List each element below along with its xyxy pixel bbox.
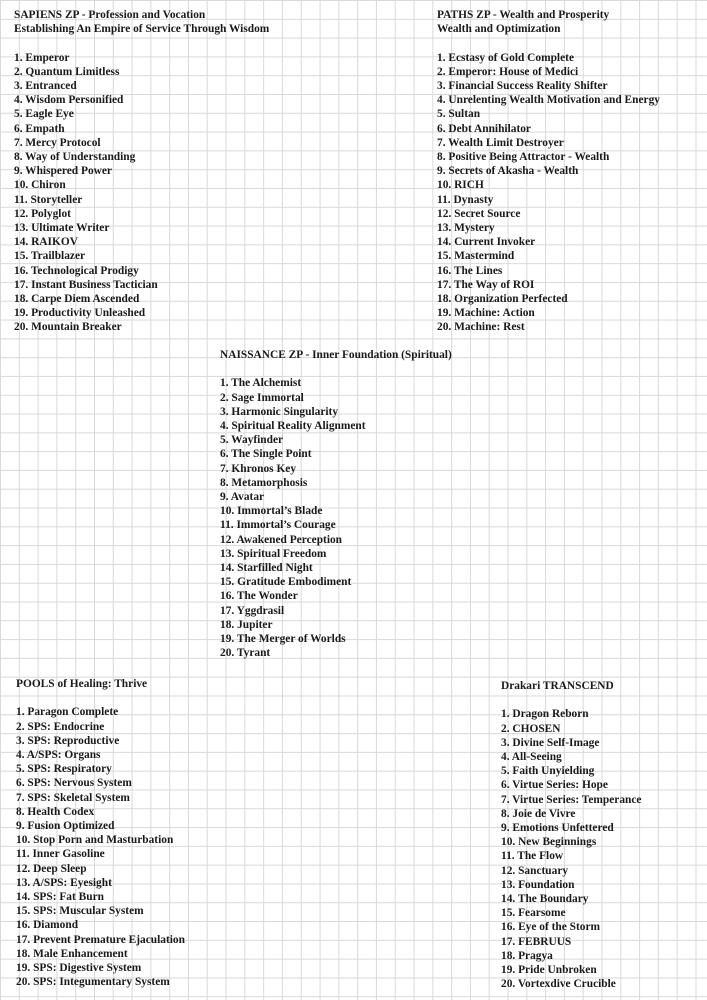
list-item: 8. Health Codex	[16, 805, 95, 818]
list-item: 11. Dynasty	[437, 193, 494, 206]
list-item: 3. Entranced	[14, 80, 77, 92]
list-item: 20. SPS: Integumentary System	[16, 976, 170, 989]
list-item: 2. CHOSEN	[501, 722, 561, 735]
list-item: 14. RAIKOV	[14, 236, 78, 249]
list-item: 2. SPS: Endocrine	[16, 720, 105, 733]
list-item: 3. Divine Self-Image	[501, 736, 600, 749]
paths-subtitle: Wealth and Optimization	[437, 23, 561, 36]
list-item: 12. Sanctuary	[501, 864, 569, 877]
list-item: 7. Wealth Limit Destroyer	[437, 136, 564, 149]
list-item: 2. Sage Immortal	[220, 391, 304, 404]
list-item: 11. The Flow	[501, 850, 564, 863]
list-item: 15. Fearsome	[501, 907, 566, 920]
list-item: 17. Prevent Premature Ejaculation	[16, 933, 185, 946]
list-item: 16. Technological Prodigy	[14, 264, 139, 277]
list-item: 2. Emperor: House of Medici	[437, 65, 579, 78]
list-item: 14. The Boundary	[501, 893, 589, 906]
list-item: 11. Inner Gasoline	[16, 848, 105, 861]
list-item: 8. Joie de Vivre	[501, 807, 576, 820]
drakari-title: Drakari TRANSCEND	[501, 680, 614, 692]
naissance-section	[220, 348, 452, 660]
paths-section	[437, 8, 660, 335]
list-item: 4. All-Seeing	[501, 751, 562, 763]
list-item: 18. Carpe Diem Ascended	[14, 293, 140, 306]
list-item: 15. Mastermind	[437, 250, 515, 263]
list-item: 1. Dragon Reborn	[501, 708, 589, 721]
drakari-list	[501, 707, 641, 991]
list-item: 14. SPS: Fat Burn	[16, 891, 104, 904]
list-item: 10. Immortal’s Blade	[220, 505, 323, 518]
list-item: 17. The Way of ROI	[437, 278, 535, 291]
list-item: 5. Sultan	[437, 108, 481, 121]
list-item: 19. SPS: Digestive System	[16, 962, 142, 975]
list-item: 7. Khronos Key	[220, 462, 297, 475]
list-item: 4. Unrelenting Wealth Motivation and Energy	[437, 94, 660, 107]
list-item: 9. Whispered Power	[14, 165, 112, 178]
list-item: 19. Machine: Action	[437, 307, 535, 320]
list-item: 15. Gratitude Embodiment	[220, 576, 352, 589]
list-item: 3. SPS: Reproductive	[16, 734, 120, 747]
list-item: 10. Chiron	[14, 179, 66, 192]
list-item: 18. Male Enhancement	[16, 947, 128, 960]
list-item: 4. Wisdom Personified	[14, 94, 124, 107]
list-item: 19. The Merger of Worlds	[220, 633, 346, 646]
list-item: 1. Emperor	[14, 51, 70, 64]
list-item: 5. Wayfinder	[220, 434, 284, 447]
pools-list	[16, 705, 185, 989]
list-item: 10. New Beginnings	[501, 836, 597, 849]
list-item: 13. Spiritual Freedom	[220, 547, 327, 560]
list-item: 16. The Wonder	[220, 590, 298, 603]
paths-list	[437, 51, 660, 335]
list-item: 20. Machine: Rest	[437, 321, 525, 334]
sapiens-title: SAPIENS ZP - Profession and Vocation	[14, 9, 206, 21]
list-item: 6. SPS: Nervous System	[16, 777, 132, 790]
sapiens-section	[14, 8, 269, 335]
list-item: 15. SPS: Muscular System	[16, 905, 144, 918]
list-item: 12. Polyglot	[14, 207, 71, 220]
list-item: 12. Secret Source	[437, 207, 521, 220]
list-item: 13. Mystery	[437, 222, 495, 235]
list-item: 3. Financial Success Reality Shifter	[437, 80, 608, 92]
list-item: 1. The Alchemist	[220, 377, 302, 390]
list-item: 10. Stop Porn and Masturbation	[16, 834, 174, 847]
list-item: 7. SPS: Skeletal System	[16, 791, 130, 804]
drakari-section	[501, 679, 641, 991]
sapiens-subtitle: Establishing An Empire of Service Through Wisdom	[14, 23, 270, 36]
list-item: 20. Vortexdive Crucible	[501, 978, 616, 991]
list-item: 13. Foundation	[501, 878, 575, 891]
list-item: 3. Harmonic Singularity	[220, 405, 339, 418]
list-item: 13. A/SPS: Eyesight	[16, 876, 112, 889]
list-item: 6. Empath	[14, 122, 65, 135]
list-item: 8. Way of Understanding	[14, 151, 136, 164]
list-item: 16. The Lines	[437, 264, 503, 277]
paths-title: PATHS ZP - Wealth and Prosperity	[437, 9, 610, 21]
list-item: 16. Eye of the Storm	[501, 921, 601, 934]
list-item: 15. Trailblazer	[14, 250, 86, 263]
sapiens-list	[14, 51, 269, 335]
list-item: 8. Metamorphosis	[220, 476, 308, 489]
list-item: 4. A/SPS: Organs	[16, 749, 101, 761]
list-item: 6. The Single Point	[220, 448, 312, 461]
list-item: 14. Starfilled Night	[220, 562, 313, 575]
naissance-list	[220, 376, 452, 660]
pools-title: POOLS of Healing: Thrive	[16, 678, 148, 690]
naissance-title: NAISSANCE ZP - Inner Foundation (Spiritual)	[220, 349, 452, 361]
list-item: 13. Ultimate Writer	[14, 222, 110, 235]
list-item: 14. Current Invoker	[437, 236, 536, 249]
list-item: 10. RICH	[437, 179, 484, 192]
list-item: 9. Secrets of Akasha - Wealth	[437, 165, 579, 178]
list-item: 11. Immortal’s Courage	[220, 519, 336, 532]
list-item: 7. Virtue Series: Temperance	[501, 793, 642, 806]
list-item: 12. Deep Sleep	[16, 862, 87, 875]
list-item: 19. Productivity Unleashed	[14, 307, 146, 320]
list-item: 12. Awakened Perception	[220, 533, 343, 546]
list-item: 9. Avatar	[220, 491, 265, 504]
list-item: 18. Pragya	[501, 949, 553, 962]
list-item: 2. Quantum Limitless	[14, 65, 120, 78]
pools-section	[16, 677, 185, 989]
list-item: 18. Jupiter	[220, 618, 273, 631]
list-item: 20. Mountain Breaker	[14, 321, 122, 334]
list-item: 8. Positive Being Attractor - Wealth	[437, 151, 610, 164]
list-item: 17. FEBRUUS	[501, 935, 572, 948]
list-item: 17. Instant Business Tactician	[14, 278, 158, 291]
list-item: 19. Pride Unbroken	[501, 964, 597, 977]
list-item: 5. Eagle Eye	[14, 108, 74, 121]
list-item: 5. Faith Unyielding	[501, 765, 595, 778]
list-item: 16. Diamond	[16, 919, 79, 932]
list-item: 4. Spiritual Reality Alignment	[220, 420, 366, 432]
list-item: 9. Emotions Unfettered	[501, 822, 614, 835]
list-item: 9. Fusion Optimized	[16, 820, 115, 833]
list-item: 18. Organization Perfected	[437, 293, 568, 306]
list-item: 1. Ecstasy of Gold Complete	[437, 51, 574, 64]
list-item: 1. Paragon Complete	[16, 706, 119, 719]
list-item: 11. Storyteller	[14, 193, 83, 206]
list-item: 6. Virtue Series: Hope	[501, 779, 608, 792]
list-item: 6. Debt Annihilator	[437, 122, 531, 135]
list-item: 5. SPS: Respiratory	[16, 763, 112, 776]
list-item: 7. Mercy Protocol	[14, 136, 101, 149]
list-item: 20. Tyrant	[220, 647, 271, 660]
list-item: 17. Yggdrasil	[220, 604, 285, 617]
